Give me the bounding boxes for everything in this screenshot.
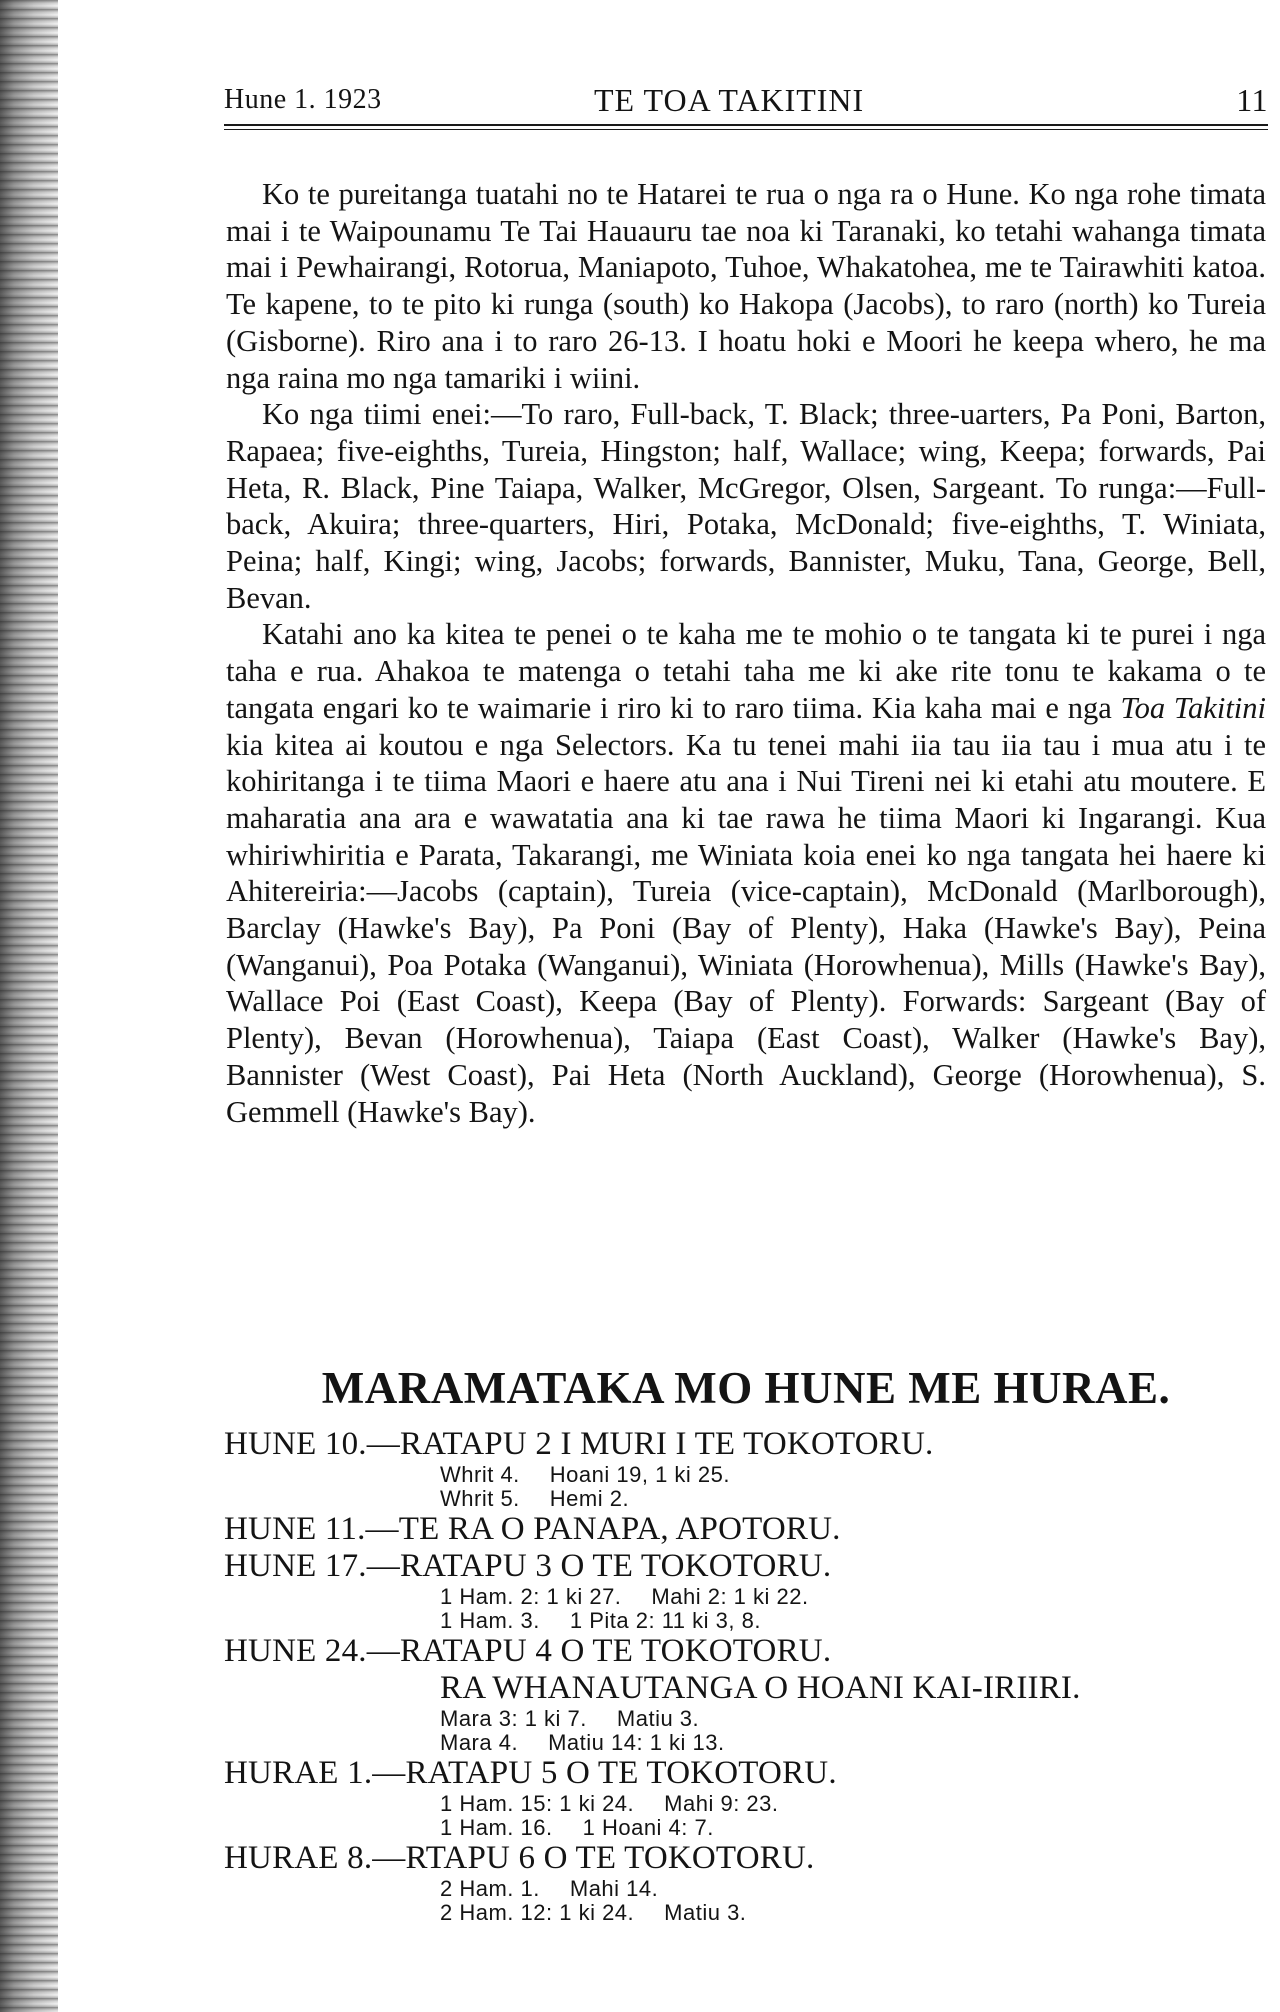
reading-a: 2 Ham. 1. — [440, 1876, 540, 1901]
calendar-heading: HUNE 17.—RATAPU 3 O TE TOKOTORU. — [224, 1548, 832, 1584]
reading-b: Matiu 3. — [616, 1706, 700, 1731]
scan-binding-edge — [0, 0, 58, 2012]
calendar-heading: HURAE 8.—RTAPU 6 O TE TOKOTORU. — [224, 1840, 815, 1876]
reading-a: Mara 3: 1 ki 7. — [440, 1706, 587, 1731]
scripture-reading — [224, 1816, 1268, 1840]
article-paragraph: Ko nga tiimi enei:—To raro, Full-back, T. Black; three-uarters, Pa Poni, Barton, Rapaea; five-eighths, Tureia, Hingston; half, Wallace; wing, Keepa; forwards, Pai Heta, R. Black, Pine Taiapa, Walker, McGregor, Olsen, Sargeant. To runga:—Full-back, Akuira; three-quarters, Hiri, Potaka, McDonald; five-eighths, T. Winiata, Peina; half, Kingi; wing, Jacobs; forwards, Bannister, Muku, Tana, George, Bell, Bevan. — [226, 397, 1266, 615]
reading-a: 2 Ham. 12: 1 ki 24. — [440, 1900, 635, 1925]
reading-a: Whrit 5. — [440, 1486, 520, 1511]
paragraph-text: kia kitea ai koutou e nga Selectors. Ka tu tenei mahi iia tau iia tau i mua atu i te kohiritanga i te tiima Maori e haere atu ana i Nui Tireni nei ki etahi atu moutere. E maharatia ana ara e wawatatia ana ki tae rawa he tiima Maori ki Ingarangi. Kua whiriwhiritia e Parata, Takarangi, me Winiata koia enei ko nga tangata hei haere ki Ahitereiria:—Jacobs (captain), Tureia (vice-captain), McDonald (Marlborough), Barclay (Hawke's Bay), Pa Poni (Bay of Plenty), Haka (Hawke's Bay), Peina (Wanganui), Poa Potaka (Wanganui), Winiata (Horowhenua), Mills (Hawke's Bay), Wallace Poi (East Coast), Keepa (Bay of Plenty). Forwards: Sargeant (Bay of Plenty), Bevan (Horowhenua), Taiapa (East Coast), Walker (Hawke's Bay), Bannister (West Coast), Pai Heta (North Auckland), George (Horowhenua), S. Gemmell (Hawke's Bay). — [226, 727, 1266, 1129]
scripture-reading — [224, 1609, 1268, 1633]
scripture-reading — [224, 1901, 1268, 1925]
reading-b: Mahi 9: 23. — [664, 1791, 779, 1816]
reading-b: Mahi 14. — [569, 1876, 659, 1901]
publication-title: TE TOA TAKITINI — [594, 82, 865, 118]
article-paragraph — [226, 616, 1266, 1130]
article-body — [226, 176, 1266, 1130]
newspaper-name-italic: Toa Takitini — [1120, 690, 1266, 725]
calendar-heading: HURAE 1.—RATAPU 5 O TE TOKOTORU. — [224, 1755, 837, 1791]
reading-a: Mara 4. — [440, 1730, 519, 1755]
reading-a: 1 Ham. 2: 1 ki 27. — [440, 1584, 622, 1609]
reading-b: 1 Hoani 4: 7. — [582, 1815, 714, 1840]
scripture-reading — [224, 1707, 1268, 1731]
reading-a: Whrit 4. — [440, 1462, 520, 1487]
calendar-title: MARAMATAKA MO HUNE ME HURAE. — [321, 1363, 1171, 1413]
running-header — [224, 82, 1268, 128]
calendar-heading: HUNE 24.—RATAPU 4 O TE TOKOTORU. — [224, 1633, 832, 1669]
header-rule-bottom — [224, 129, 1268, 130]
calendar-subheading: RA WHANAUTANGA O HOANI KAI-IRIIRI. — [440, 1670, 1081, 1706]
reading-a: 1 Ham. 15: 1 ki 24. — [440, 1791, 635, 1816]
reading-b: Hemi 2. — [549, 1486, 630, 1511]
calendar-heading: HUNE 10.—RATAPU 2 I MURI I TE TOKOTORU. — [224, 1426, 934, 1462]
church-calendar — [224, 1426, 1268, 1925]
scripture-reading — [224, 1463, 1268, 1487]
page-number: 11 — [1236, 82, 1268, 118]
scripture-reading — [224, 1585, 1268, 1609]
reading-b: Hoani 19, 1 ki 25. — [549, 1462, 731, 1487]
reading-b: Mahi 2: 1 ki 22. — [651, 1584, 809, 1609]
reading-b: 1 Pita 2: 11 ki 3, 8. — [569, 1608, 761, 1633]
reading-b: Matiu 14: 1 ki 13. — [548, 1730, 725, 1755]
reading-a: 1 Ham. 3. — [440, 1608, 540, 1633]
scripture-reading — [224, 1731, 1268, 1755]
scripture-reading — [224, 1877, 1268, 1901]
scripture-reading — [224, 1792, 1268, 1816]
article-paragraph: Ko te pureitanga tuatahi no te Hatarei te rua o nga ra o Hune. Ko nga rohe timata mai i te Waipounamu Te Tai Hauauru tae noa ki Taranaki, ko tetahi wahanga timata mai i Pewhairangi, Rotorua, Maniapoto, Tuhoe, Whakatohea, me te Tairawhiti katoa. Te kapene, to te pito ki runga (south) ko Hakopa (Jacobs), to raro (north) ko Tureia (Gisborne). Riro ana i to raro 26-13. I hoatu hoki e Moori he keepa whero, he ma nga raina mo nga tamariki i wiini. — [226, 177, 1266, 395]
paragraph-text: Katahi ano ka kitea te penei o te kaha me te mohio o te tangata ki te purei i nga taha e rua. Ahakoa te matenga o tetahi taha me ki ake rite tonu te kakama o te tangata engari ko te waimarie i riro ki to raro tiima. Kia kaha mai e nga — [226, 617, 1266, 725]
reading-a: 1 Ham. 16. — [440, 1815, 553, 1840]
scripture-reading — [224, 1487, 1268, 1511]
calendar-heading: HUNE 11.—TE RA O PANAPA, APOTORU. — [224, 1511, 841, 1547]
reading-b: Matiu 3. — [664, 1900, 747, 1925]
header-rule-top — [224, 124, 1268, 126]
issue-date: Hune 1. 1923 — [224, 84, 382, 115]
